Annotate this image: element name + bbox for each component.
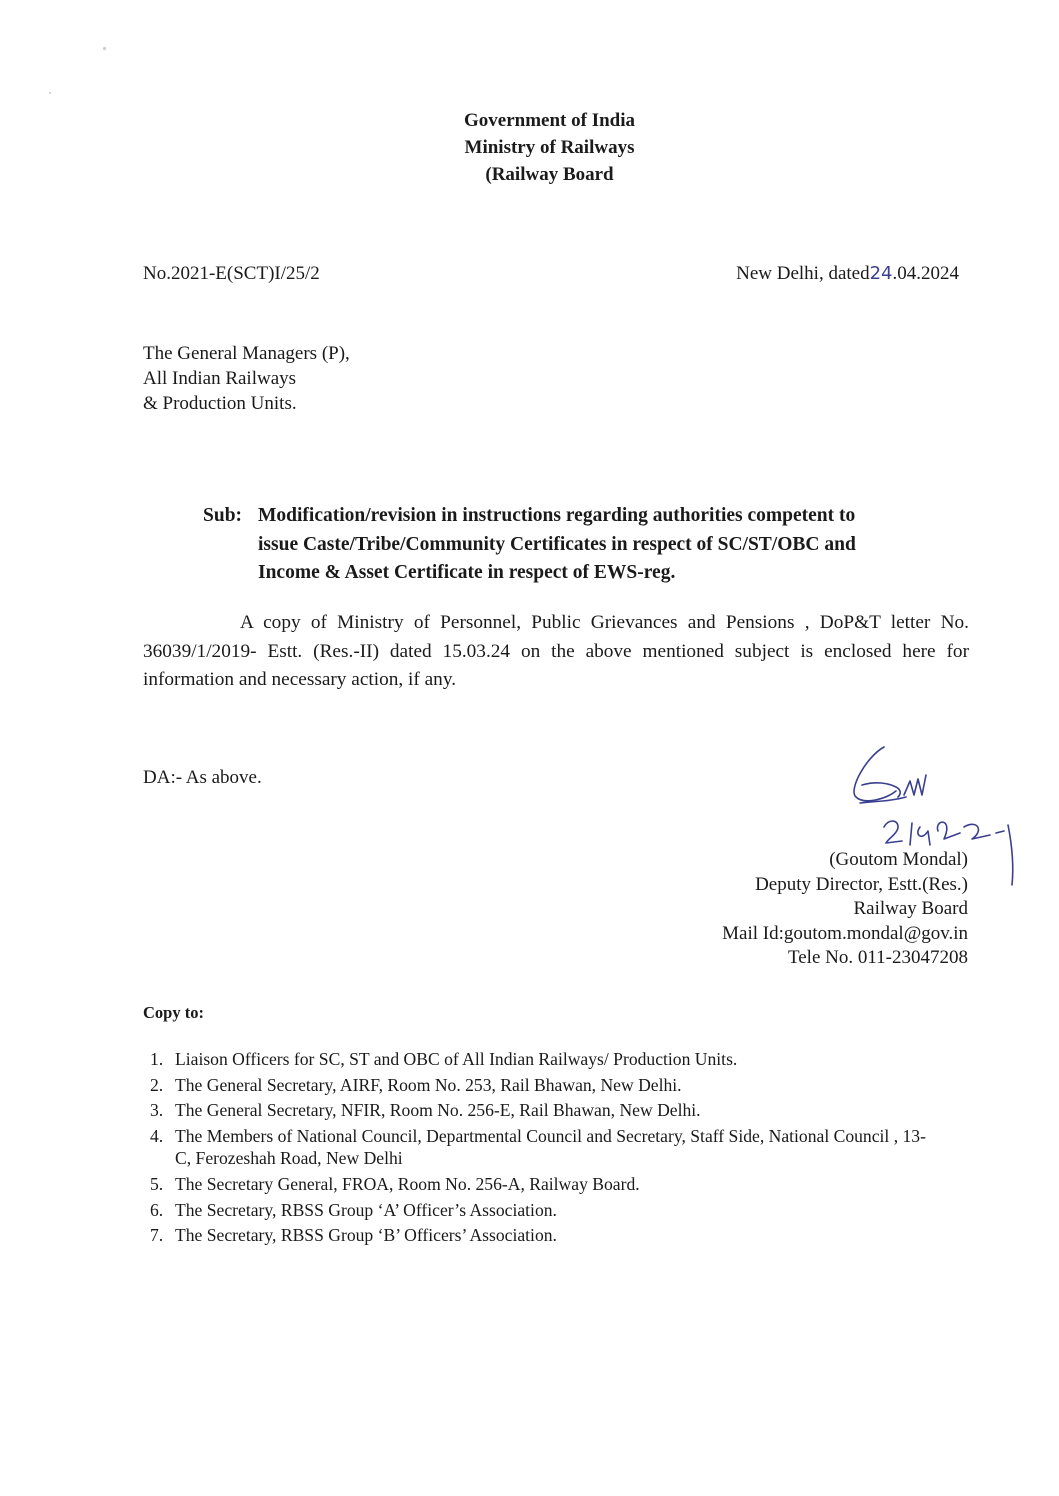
date-day-handwritten: 24 (869, 263, 893, 284)
copy-to-text: The Secretary, RBSS Group ‘B’ Officers’ Association. (175, 1225, 557, 1246)
letterhead-board: (Railway Board (485, 164, 614, 185)
copy-to-text: The Secretary General, FROA, Room No. 256-A, Railway Board. (175, 1173, 640, 1194)
copy-to-number: 3. (150, 1100, 164, 1121)
copy-to-text: The General Secretary, AIRF, Room No. 253, Rail Bhawan, New Delhi. (175, 1074, 682, 1095)
addressee-line: & Production Units. (143, 393, 297, 414)
scan-speck (103, 47, 106, 50)
scan-speck (49, 92, 51, 94)
copy-to-item (150, 1125, 940, 1170)
subject-block (203, 502, 973, 588)
copy-to-text: The Secretary, RBSS Group ‘A’ Officer’s Association. (175, 1199, 557, 1220)
subject-label: Sub: (203, 505, 243, 526)
signatory-name: (Goutom Mondal) (829, 849, 968, 870)
signatory-designation: Deputy Director, Estt.(Res.) (755, 873, 968, 895)
copy-to-text: The General Secretary, NFIR, Room No. 256-E, Rail Bhawan, New Delhi. (175, 1100, 701, 1121)
copy-to-item (150, 1048, 940, 1071)
addressee-block (143, 341, 350, 416)
letterhead-government: Government of India (464, 110, 635, 131)
signatory-tele: Tele No. 011-23047208 (787, 947, 968, 968)
copy-to-number: 6. (150, 1199, 164, 1220)
copy-to-text: Liaison Officers for SC, ST and OBC of All Indian Railways/ Production Units. (175, 1049, 738, 1069)
copy-to-item (150, 1099, 940, 1122)
copy-to-title: Copy to: (143, 1003, 204, 1022)
subject-line: Income & Asset Certificate in respect of EWS-reg. (258, 562, 676, 583)
copy-to-number: 5. (150, 1173, 164, 1194)
signatory-office: Railway Board (853, 898, 968, 919)
addressee-line: All Indian Railways (143, 368, 297, 389)
letterhead-ministry: Ministry of Railways (464, 137, 635, 158)
subject-line: issue Caste/Tribe/Community Certificates in respect of SC/ST/OBC and (258, 533, 856, 555)
copy-to-number: 1. (150, 1049, 164, 1069)
copy-to-number: 7. (150, 1225, 164, 1246)
copy-to-item (150, 1173, 940, 1196)
subject-line: Modification/revision in instructions regarding authorities competent to (258, 505, 856, 526)
reference-number: No.2021-E(SCT)I/25/2 (143, 263, 320, 284)
copy-to-item (150, 1224, 940, 1247)
enclosure-note: DA:- As above. (143, 767, 262, 788)
date-line (736, 263, 959, 285)
copy-to-item (150, 1074, 940, 1097)
copy-to-number: 4. (150, 1125, 164, 1146)
copy-to-number: 2. (150, 1074, 164, 1095)
letterhead (0, 107, 1059, 188)
addressee-line: The General Managers (P), (143, 343, 350, 364)
copy-to-text: The Members of National Council, Departmental Council and Secretary, Staff Side, National Council , 13-C, Ferozeshah Road, New Delhi (175, 1125, 926, 1169)
signatory-block (722, 848, 968, 971)
date-prefix: New Delhi, dated (736, 263, 870, 284)
body-paragraph: A copy of Ministry of Personnel, Public Grievances and Pensions , DoP&T letter No. 36039/1/2019- Estt. (Res.-II) dated 15.03.24 on the above mentioned subject is enclosed here for information and necessary action, if any. (143, 612, 969, 690)
copy-to-item (150, 1199, 940, 1222)
date-rest: .04.2024 (892, 263, 959, 284)
signatory-mail: Mail Id:goutom.mondal@gov.in (722, 922, 968, 944)
copy-to-list (150, 1048, 940, 1250)
